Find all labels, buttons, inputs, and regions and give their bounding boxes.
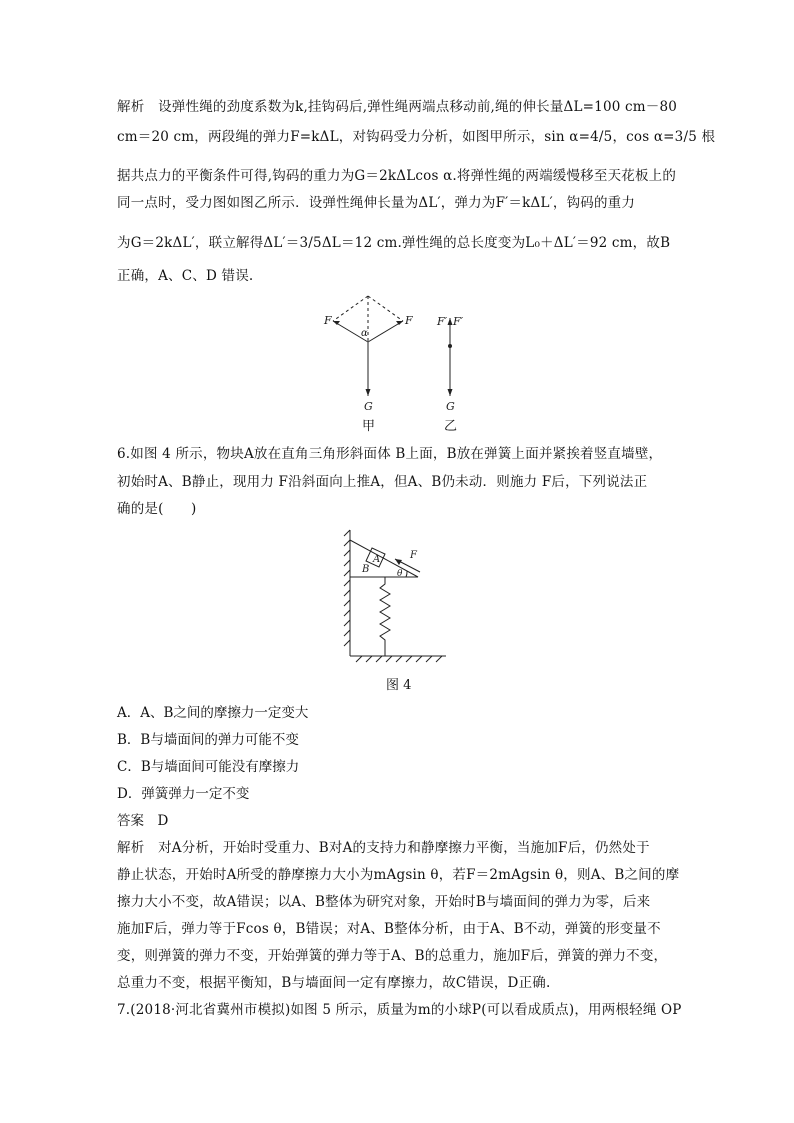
caption-jia: 甲 [362,419,376,433]
text-line: 为G＝2kΔL′，联立解得ΔL′＝3/5ΔL＝12 cm.弹性绳的总长度变为L₀＋ΔL′＝92 cm，故B [117,235,671,251]
text-line: 解析 设弹性绳的劲度系数为k,挂钩码后,弹性绳两端点移动前,绳的伸长量ΔL=100 cm－80 [117,99,678,115]
option-d: D．弹簧弹力一定不变 [117,786,250,802]
figure-4-diagram [340,528,455,663]
wedge-B [350,540,418,577]
label-F-left: F [324,314,332,327]
label-theta: θ [397,569,403,579]
force-diagram-jia-yi [310,288,500,433]
text-line: 施加F后，弹力等于Fcos θ，B错误；对A、B整体分析，由于A、B不动，弹簧的形变量不 [117,921,661,937]
label-B: B [362,564,370,575]
ground-hatching [356,656,442,662]
question-stem-line: 确的是( ) [117,501,197,517]
text-line: 变，则弹簧的弹力不变，开始弹簧的弹力等于A、B的总重力，施加F后，弹簧的弹力不变， [117,948,668,964]
label-alpha: α [361,328,368,339]
answer-line: 答案 D [117,813,169,829]
figure-4-caption: 图 4 [386,678,412,693]
spring [380,577,390,656]
text-line: 据共点力的平衡条件可得,钩码的重力为G＝2kΔLcos α.将弹性绳的两端缓慢移至天花板上的 [117,168,677,184]
arrowhead [366,389,371,396]
dashed-edge [368,296,403,321]
wall-hatching [344,530,350,646]
text-line: 正确，A、C、D 错误. [117,268,254,284]
label-F-right: F [405,314,413,327]
label-G-left: G [364,400,373,413]
question-7-stem: 7.(2018·河北省冀州市模拟)如图 5 所示，质量为m的小球P(可以看成质点)，用两根轻绳 OP [117,1002,682,1018]
label-F-prime-a: F′ [437,315,448,328]
text-line: 总重力不变，根据平衡知，B与墙面间一定有摩擦力，故C错误，D正确. [117,975,551,991]
dashed-edge [333,296,368,321]
arrowhead [448,318,453,325]
mass-point [448,344,452,348]
text-line: 擦力大小不变，故A错误；以A、B整体为研究对象，开始时B与墙面间的弹力为零，后来 [117,894,651,910]
text-line: 静止状态，开始时A所受的静摩擦力大小为mAgsin θ，若F＝2mAgsin θ，则A、B之间的摩 [117,867,680,883]
caption-yi: 乙 [444,419,458,433]
option-b: B．B与墙面间的弹力可能不变 [117,732,299,748]
option-c: C．B与墙面间可能没有摩擦力 [117,759,300,775]
angle-arc [406,572,407,578]
label-A: A [373,554,381,565]
text-line: cm＝20 cm，两段绳的弹力F=kΔL，对钩码受力分析，如图甲所示，sin α=4/5，cos α=3/5 根 [117,129,716,145]
question-stem-line: 初始时A、B静止，现用力 F沿斜面向上推A，但A、B仍未动．则施力 F后，下列说法正 [117,474,648,490]
label-F: F [410,550,417,561]
option-a: A．A、B之间的摩擦力一定变大 [117,705,309,721]
text-line: 同一点时，受力图如图乙所示．设弹性绳伸长量为ΔL′，弹力为F′＝kΔL′，钩码的重力 [117,195,636,211]
arrowhead [448,389,453,396]
label-F-prime-b: F′ [453,315,464,328]
force-F-right-line [368,321,403,342]
text-line: 解析 对A分析，开始时受重力、B对A的支持力和静摩擦力平衡，当施加F后，仍然处于 [117,840,650,856]
label-G-right: G [446,400,455,413]
question-stem-line: 6.如图 4 所示，物块A放在直角三角形斜面体 B上面，B放在弹簧上面并紧挨着竖直墙壁， [117,446,663,462]
